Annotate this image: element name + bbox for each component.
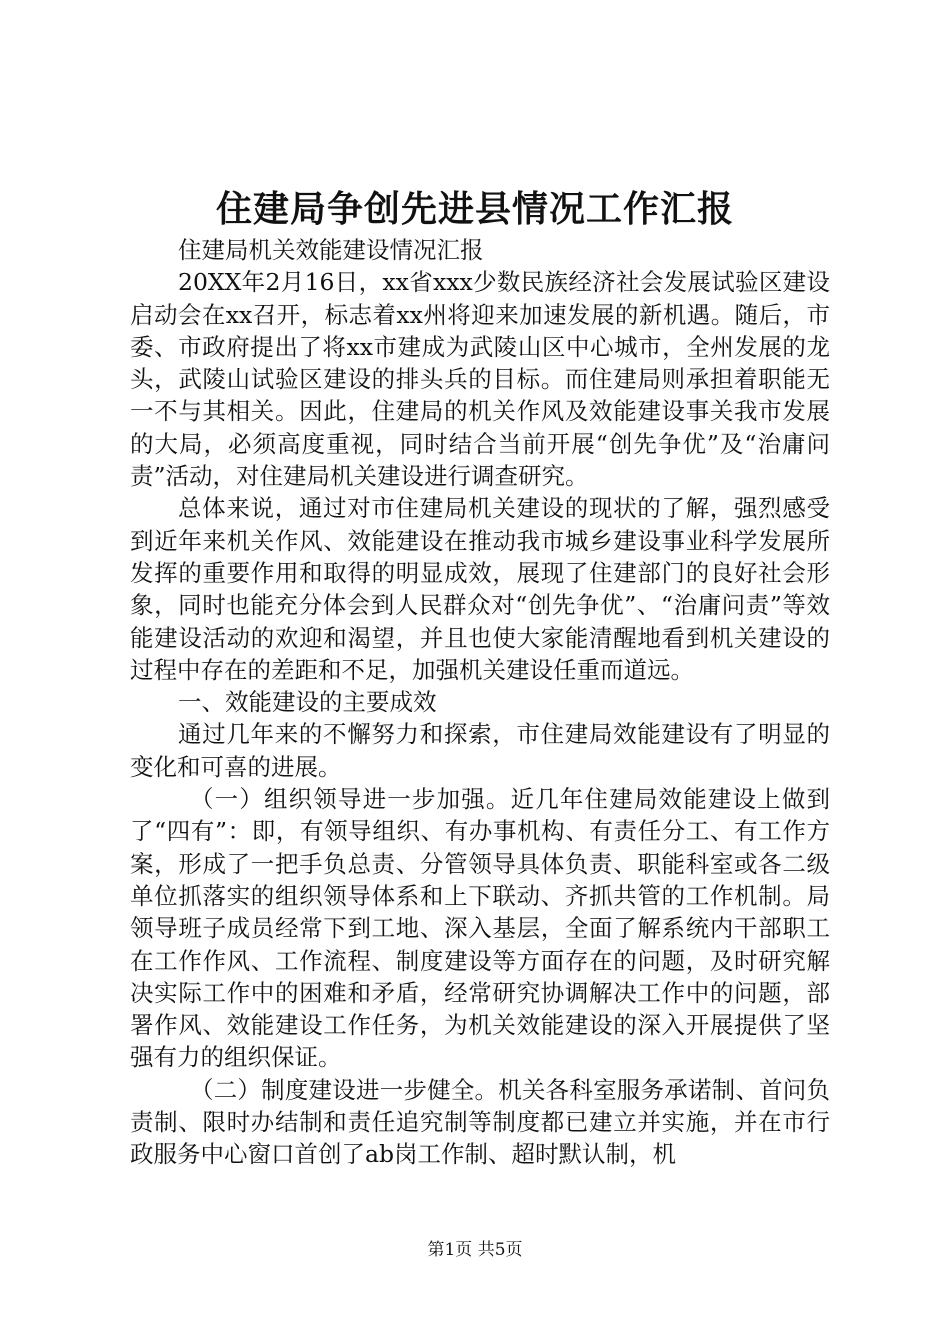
document-title: 住建局争创先进县情况工作汇报 [215,188,734,230]
paragraph-overview: 总体来说，通过对市住建局机关建设的现状的了解，强烈感受到近年来机关作风、效能建设在推动我市城乡建设事业科学发展所发挥的重要作用和取得的明显成效，展现了住建部门的良好社会形象，同时也能充分体会到人民群众对“创先争优”、“治庸问责”等效能建设活动的欢迎和渴望，并且也使大家能清醒地看到机关建设的过程中存在的差距和不足，加强机关建设任重而道远。 [130,494,830,684]
document-body [130,234,830,1171]
page-footer: 第1页 共5页 [427,1240,523,1260]
paragraph-leadership: （一）组织领导进一步加强。近几年住建局效能建设上做到了“四有”：即，有领导组织、有办事机构、有责任分工、有工作方案，形成了一把手负总责、分管领导具体负责、职能科室或各二级单位抓落实的组织领导体系和上下联动、齐抓共管的工作机制。局领导班子成员经常下到工地、深入基层，全面了解系统内干部职工在工作作风、工作流程、制度建设等方面存在的问题，及时研究解决实际工作中的困难和矛盾，经常研究协调解决工作中的问题，部署作风、效能建设工作任务，为机关效能建设的深入开展提供了坚强有力的组织保证。 [130,785,830,1072]
document-subtitle: 住建局机关效能建设情况汇报 [178,236,484,264]
section-heading-achievements: 一、效能建设的主要成效 [178,688,437,717]
paragraph-intro: 20XX年2月16日，xx省xxx少数民族经济社会发展试验区建设启动会在xx召开，标志着xx州将迎来加速发展的新机遇。随后，市委、市政府提出了将xx市建成为武陵山区中心城市，全州发展的龙头，武陵山试验区建设的排头兵的目标。而住建局则承担着职能无一不与其相关。因此，住建局的机关作风及效能建设事关我市发展的大局，必须高度重视，同时结合当前开展“创先争优”及“治庸问责”活动，对住建局机关建设进行调查研究。 [130,268,830,491]
paragraph-institutions: （二）制度建设进一步健全。机关各科室服务承诺制、首问负责制、限时办结制和责任追究制等制度都已建立并实施，并在市行政服务中心窗口首创了ab岗工作制、超时默认制，机 [130,1075,830,1169]
paragraph-progress: 通过几年来的不懈努力和探索，市住建局效能建设有了明显的变化和可喜的进展。 [130,720,830,781]
